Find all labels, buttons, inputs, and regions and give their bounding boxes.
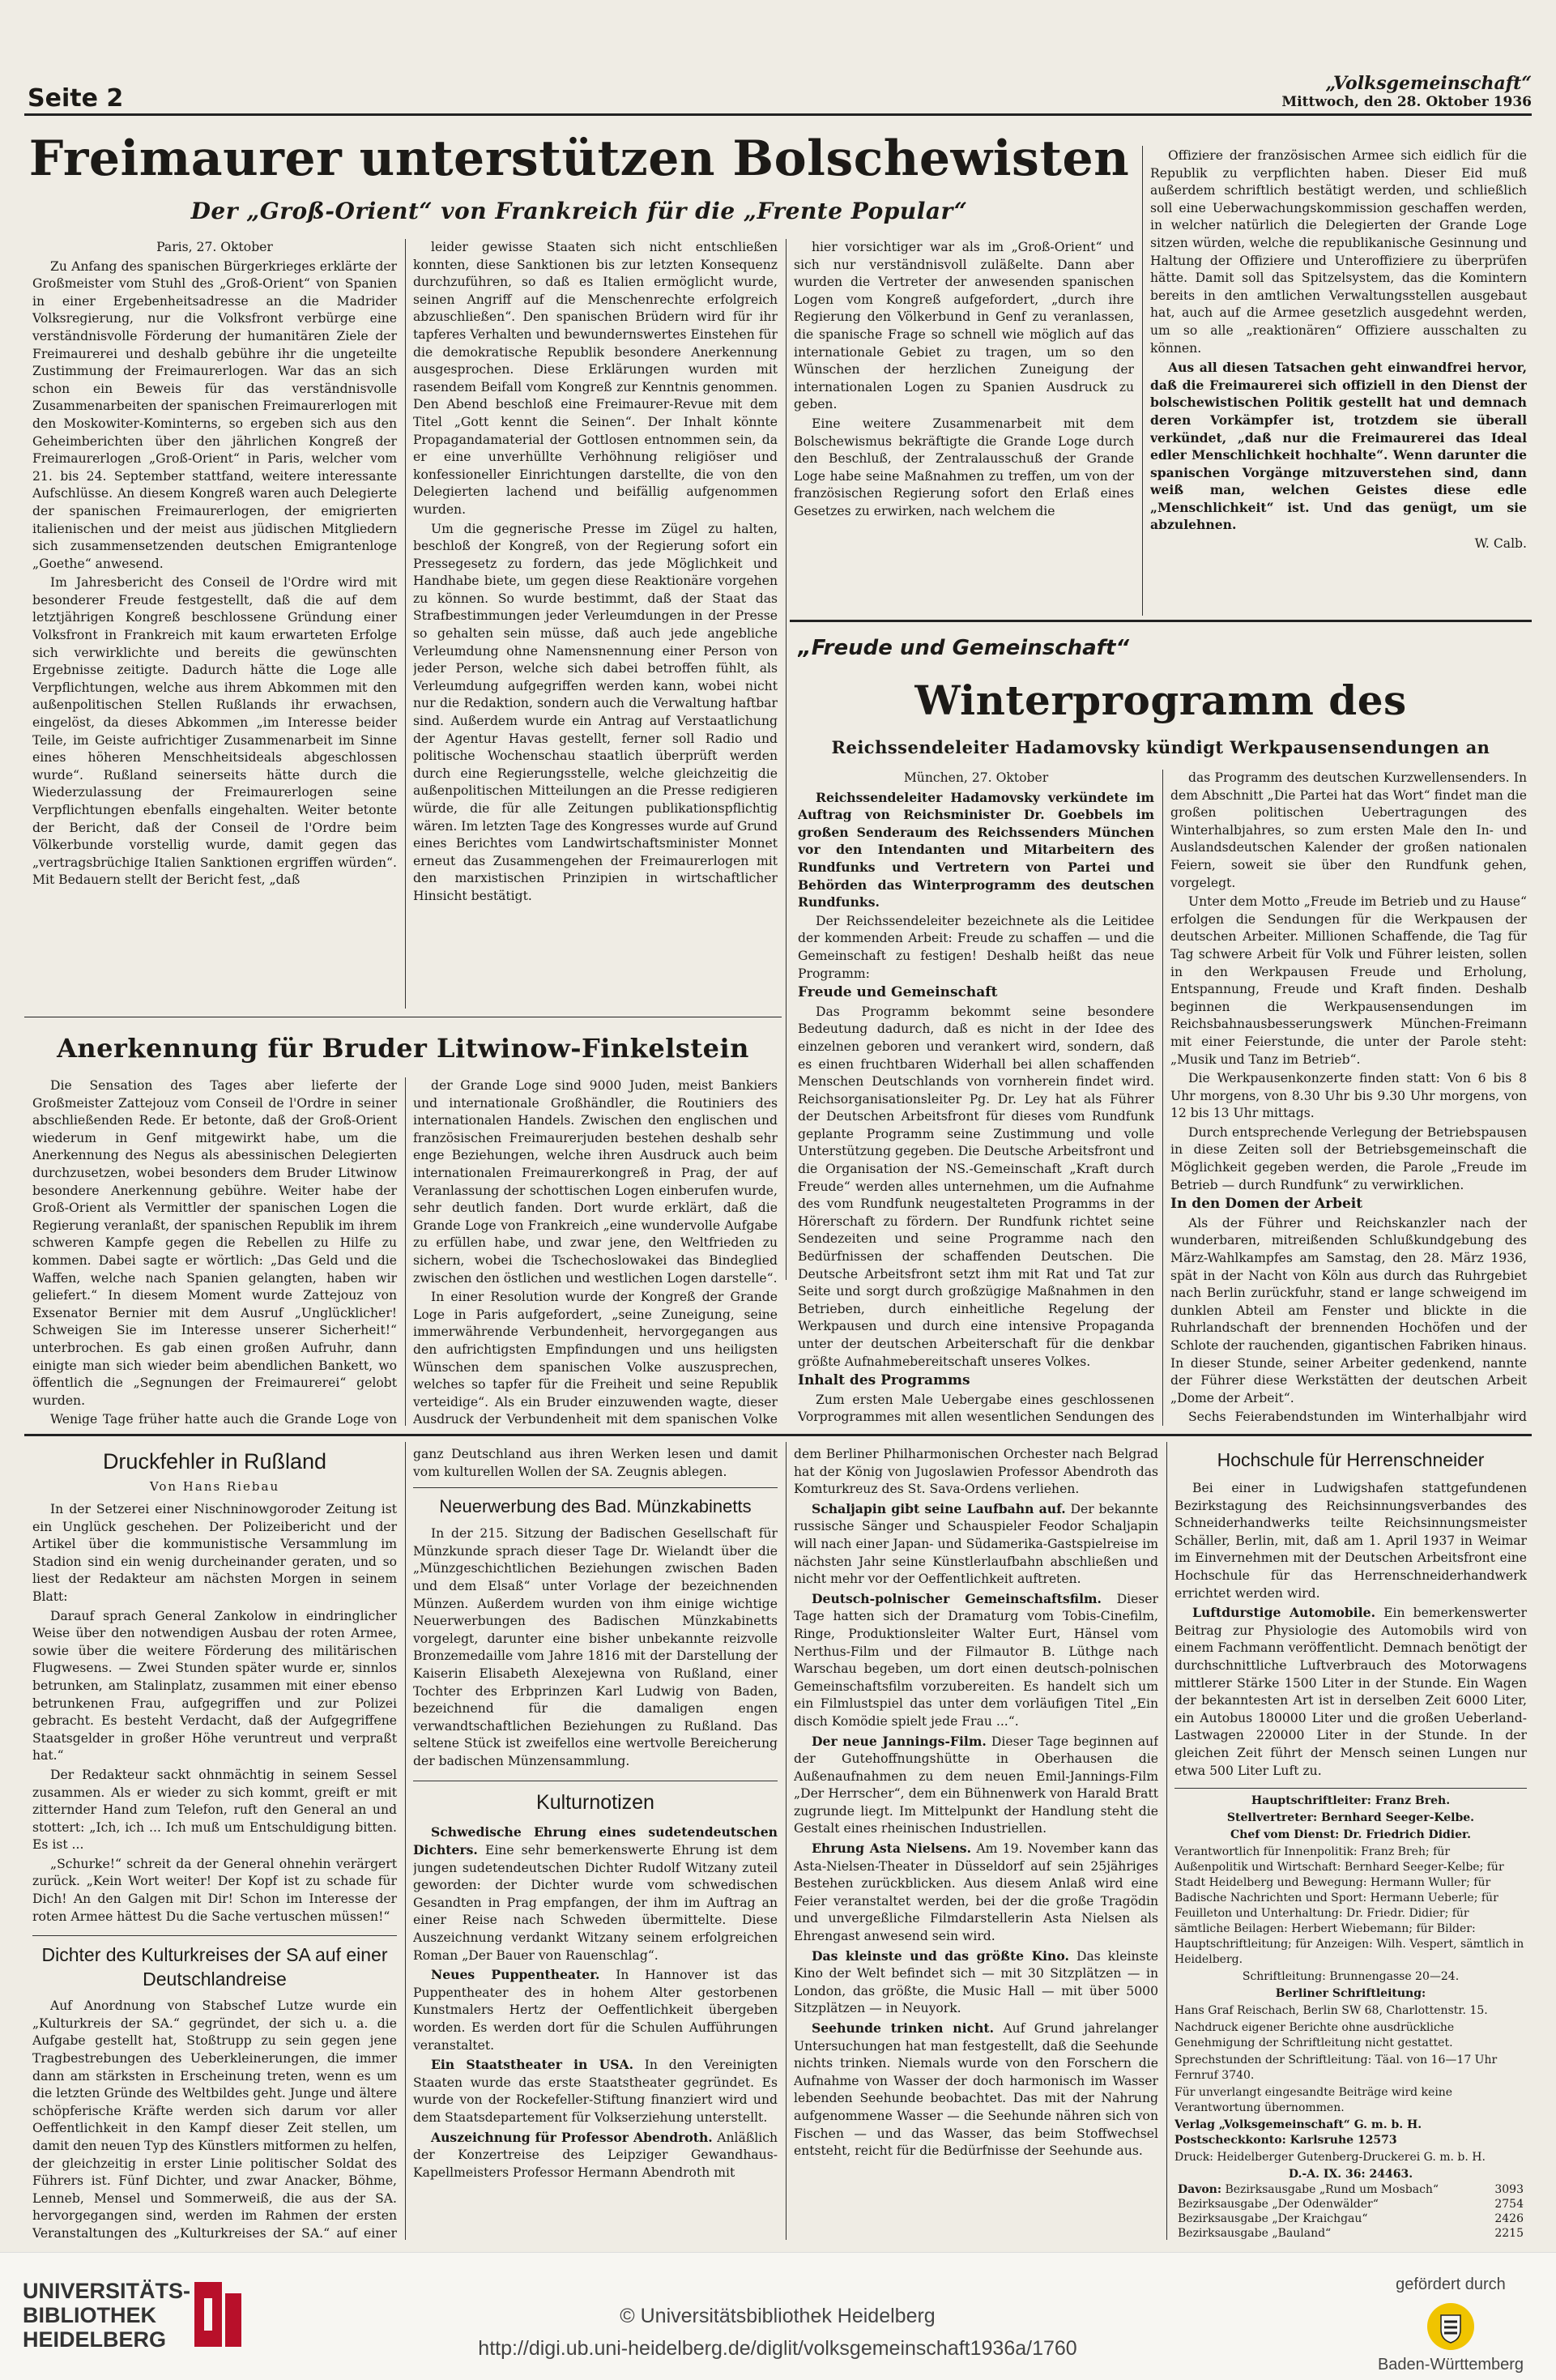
rundfunk-col2 <box>1170 770 1527 1426</box>
notiz-item <box>794 1590 1158 1731</box>
imprint-line: Berliner Schriftleitung: <box>1275 1987 1426 2001</box>
kulturnotiz-item <box>413 1966 778 2054</box>
header-rule <box>24 113 1532 116</box>
imprint-line: Hans Graf Reischach, Berlin SW 68, Charlottenstr. 15. <box>1174 2004 1488 2018</box>
paragraph: Im Jahresbericht des Conseil de l'Ordre wird mit besonderer Freude festgestellt, daß die auf dem letztjährigen Kongreß beschlossene Gründung einer Volksfront in Frankreich mit kaum erwarteten Erfolge sich verwirklichte und bereits die gewünschten Ergebnisse zeitigte. Dadurch hätte die Loge alle Verpflichtungen, welche aus ihrem Abkommen mit den außenpolitischen Stellen Rußlands ihr erwachsen, eingelöst, da dieses Abkommen „im Interesse beider Teile, im Geiste aufrichtiger Zusammenarbeit im Sinne eines höheren Menschheitsideals abgeschlossen wurde“. Rußland seinerseits hätte durch die Wiederzulassung der Freimaurerlogen seine Verpflichtungen ebenfalls eingehalten. Weiter betonte der Bericht, daß der Conseil de l'Ordre beim Völkerbunde vorstellig wurde, damit gegen das „vertragsbrüchige Italien Sanktionen ergriffen würden“. Mit Bedauern stellt der Bericht fest, „daß <box>32 575 397 888</box>
imprint-line: Sprechstunden der Schriftleitung: Täal. von 16—17 Uhr Fernruf 3740. <box>1174 2054 1498 2083</box>
paragraph: Unter dem Motto „Freude im Betrieb und zu Hause“ erfolgen die Sendungen für die Werkpausen der deutschen Arbeiter. Millionen Schaffende, die Tag für Tag schwere Arbeit für Volk und Führer leisten, sollen in den Werkpausen Freude und Erholung, Entspannung, Freude und Kraft finden. Deshalb beginnen die Werkpausensendungen im Reichsbahnausbesserungswerk München-Freimann mit einer Feierstunde, die unter der Parole steht: „Musik und Tanz im Betrieb“. <box>1170 894 1527 1067</box>
item-body: Ein bemerkenswerter Beitrag zur Physiologie des Automobils wird von einem Fachmann veröffentlicht. Demnach benötigt der durchschnittliche Luftverbrauch des Motorwagens mittlerer Stärke 1500 Liter in der Stunde. Ein Wagen der bekanntesten Art ist in derselben Zeit 6000 Liter, ein Autobus 180000 Liter und die großen Ueberland-Lastwagen 220000 Liter in der Stunde. In der gleichen Zeit führt der Mensch seinen Lungen nur etwa 500 Liter Luft zu. <box>1174 1606 1527 1778</box>
page-number: Seite 2 <box>28 84 124 113</box>
column-divider <box>1166 1442 1167 2240</box>
funded-by-label: gefördert durch <box>1396 2276 1506 2293</box>
feuilleton-col-a <box>32 1446 397 2240</box>
funder-name: Baden-Württemberg <box>1377 2356 1524 2374</box>
item-heading: Ein Staatstheater in USA. <box>431 2057 634 2073</box>
newspaper-page <box>24 73 1532 2244</box>
item-heading: Seehunde trinken nicht. <box>812 2020 995 2036</box>
notiz-item <box>794 1733 1158 1839</box>
paragraph: Durch entsprechende Verlegung der Betriebspausen in diese Zeiten soll der Betriebsgemeinschaft die Möglichkeit gegeben werden, die Parole „Freude im Betrieb — durch Rundfunk“ zu verwirklichen. <box>1170 1124 1527 1192</box>
item-body: Dieser Tage hatten sich der Dramaturg vom Tobis-Cinefilm, Ringe, Produktionsleiter Walter Eurt, Hänsel vom Nerthus-Film und der Filmautor B. Lüthge nach Warschau begeben, um dort einen deutsch-polnischen Gemeinschaftsfilm vorzubereiten. Es handelt sich um ein Filmlustspiel das unter dem vorläufigen Titel „Ein disch Komödie spielt jede Frau ...“. <box>794 1591 1158 1729</box>
state-coat-of-arms-icon <box>1426 2302 1475 2351</box>
subheading: Freude und Gemeinschaft <box>798 984 998 1001</box>
item-body: In den Vereinigten Staaten wurde das erste Staatstheater gegründet. Es wurde von der Rockefeller-Stiftung finanziert wird und dem Staatsdepartement für Volkserziehung unterstellt. <box>413 2058 778 2125</box>
paragraph: Auf Anordnung von Stabschef Lutze wurde ein „Kulturkreis der SA.“ gegründet, der sich u. a. die Aufgabe gestellt hat, Stoßtrupp zu sein gegen jene Tragbestrebungen des Ueberkleinerungen, die immer dann am stärksten in Erscheinung treten, wenn es um die letzten Gründe des Weltbildes geht. Junge und ältere schöpferische Kräfte werden sich darum vor aller Oeffentlichkeit in den Kampf dieser Zeit stellen, um damit den neuen Typ des Künstlers mitformen zu helfen, der gleichzeitig in erster Linie politischer Soldat des Führers ist. Fünf Dichter, und zwar Anacker, Böhme, Lenneb, Mensel und Sommerweiß, die aus der SA. hervorgegangen sind, werden im Rahmen der ersten Veranstaltungen des „Kulturkreises der SA.“ auf einer <box>32 1998 397 2240</box>
kulturnotiz-item <box>413 2056 778 2126</box>
imprint-line: Für unverlangt eingesandte Beiträge wird keine Verantwortung übernommen. <box>1174 2086 1453 2115</box>
imprint-chief: Hauptschriftleiter: Franz Breh. <box>1251 1794 1451 1808</box>
page-header <box>24 73 1532 113</box>
notiz-item <box>1174 1604 1527 1780</box>
main-headline: Freimaurer unterstützen Bolschewisten <box>28 130 1130 187</box>
paragraph: leider gewisse Staaten sich nicht entschließen konnten, diese Sanktionen bis zur letzten Konsequenz durchzuführen, so daß es Italien ermöglicht wurde, seinen Angriff auf die Menschenrechte erfolgreich abzuschließen“. Den spanischen Brüdern wird für ihr tapferes Verhalten und bewundernswertes Einstehen für die demokratische Republik besondere Anerkennung ausgesprochen. Diese Erklärungen wurden mit rasendem Beifall vom Kongreß zur Kenntnis genommen. Den Abend beschloß eine Freimaurer-Revue mit dem Titel „Gott kennt die Seinen“. Der Inhalt könnte Propagandamaterial der Gottlosen entnommen sein, da er eine unverhüllte Verhöhnung religiöser und konfessioneller Einrichtungen darstellte, die von den Delegierten lachend und beifällig aufgenommen wurden. <box>413 240 778 517</box>
imprint-deputy: Stellvertreter: Bernhard Seeger-Kelbe. <box>1226 1811 1475 1825</box>
dichter-headline: Dichter des Kulturkreises der SA auf einer Deutschlandreise <box>41 1944 388 1990</box>
imprint-line: Druck: Heidelberger Gutenberg-Druckerei G. m. b. H. <box>1174 2151 1486 2165</box>
paragraph: dem Berliner Philharmonischen Orchester nach Belgrad hat der König von Jugoslawien Professor Abendroth das Komturkreuz des St. Sava-Ordens verliehen. <box>794 1447 1158 1497</box>
paragraph: Wenige Tage früher hatte auch die Grande Loge von <box>50 1412 397 1426</box>
imprint-duty: Chef vom Dienst: Dr. Friedrich Didier. <box>1230 1828 1471 1842</box>
paragraph: Eine weitere Zusammenarbeit mit dem Bolschewismus bekräftigte die Grande Loge durch den Beschluß, der Zentralausschuß der Grande Loge habe seine Maßnahmen zu treffen, um von der französischen Regierung sofort den Erlaß eines Gesetzes zu erwirken, nach welchem die <box>794 416 1134 518</box>
edition-name: Bezirksausgabe „Bauland“ <box>1178 2227 1332 2240</box>
notiz-item <box>794 1500 1158 1589</box>
item-body: Auf Grund jahrelanger Untersuchungen hat man festgestellt, daß die Seehunde nichts trinken. Niemals wurde von den Forschern die Aufnahme von Wasser der doch harmonisch im Wasser lebenden Seehunde beobachtet. Das mit der Nahrung aufgenommene Wasser — die Seehunde nähren sich von Fischen — und das Wasser, das beim Stoffwechsel entsteht, reicht für die Bedürfnisse der Seehunde aus. <box>794 2021 1158 2159</box>
edition-name: Bezirksausgabe „Der Odenwälder“ <box>1178 2198 1379 2212</box>
subheading: Inhalt des Programms <box>798 1372 970 1389</box>
muenzkabinett-headline: Neuerwerbung des Bad. Münzkabinetts <box>439 1496 752 1517</box>
litwinow-headline: Anerkennung für Bruder Litwinow-Finkelstein <box>57 1033 749 1064</box>
item-body: Anläßlich der Konzertreise des Leipziger Gewandhaus-Kapellmeisters Professor Hermann Abendroth mit <box>413 2130 778 2180</box>
edition-row <box>1174 2197 1527 2212</box>
item-heading: Das kleinste und das größte Kino. <box>812 1947 1069 1964</box>
feuilleton-rule <box>24 1434 1532 1436</box>
imprint-line: Verlag „Volksgemeinschaft“ G. m. b. H. Postscheckkonto: Karlsruhe 12573 <box>1174 2118 1422 2148</box>
notiz-item <box>794 1840 1158 1946</box>
paper-name: „Volksgemeinschaft“ <box>1325 73 1532 94</box>
paragraph: das Programm des deutschen Kurzwellensenders. In dem Abschnitt „Die Partei hat das Wort“ findet man die großen politischen Uebertragungen des Winterhalbjahres, so zum ersten Male den In- und Auslandsdeutschen Kalender der großen nationalen Feiern, soweit sie über den Rundfunk gehen, vorgelegt. <box>1170 770 1527 890</box>
rundfunk-col1 <box>798 770 1154 1426</box>
main-subheadline: Der „Groß-Orient“ von Frankreich für die „Frente Popular“ <box>190 198 968 224</box>
paragraph: Der Reichssendeleiter bezeichnete als die Leitidee der kommenden Arbeit: Freude zu schaffen — und die Gemeinschaft zu festigen! Deshalb heißt das neue Programm: <box>798 913 1154 981</box>
library-mark-icon <box>194 2282 241 2347</box>
edition-label: Bezirksausgabe „Rund um Mosbach“ <box>1225 2183 1439 2197</box>
divider <box>32 1935 397 1936</box>
column-divider <box>405 239 406 1009</box>
paragraph: hier vorsichtiger war als im „Groß-Orient“ und sich nur verständnisvoll zuläßelte. Dann aber wurden die Vertreter der anwesenden spanischen Logen vom Kongreß aufgefordert, „durch ihre Regierung den Völkerbund in Genf zu veranlassen, die spanische Frage so schnell wie möglich auf das internationale Gebiet zu tragen, um so den Wünschen der herzlichen Zuneigung der internationalen Logen zu Spanien Ausdruck zu geben. <box>794 240 1134 412</box>
edition-name <box>1174 2182 1486 2197</box>
library-name <box>23 2279 190 2352</box>
paragraph: Zum ersten Male Uebergabe eines geschlossenen Vorprogrammes mit allen wesentlichen Sendungen des <box>798 1392 1154 1425</box>
imprint-line: Verantwortlich für Innenpolitik: Franz Breh; für Außenpolitik und Wirtschaft: Bernhard Seeger-Kelbe; für Stadt Heidelberg und Bewegung: Hermann Wuller; für Badische Nachrichten und Sport: Hermann Ueberle; für Feuilleton und Unterhaltung: Dr. Friedr. Didier; für sämtliche Beilagen: Herbert Wiebemann; für Bilder: Hauptschriftleitung; für Anzeigen: Wilh. Vespert, sämtlich in Heidelberg. <box>1174 1845 1524 1967</box>
copyright-block <box>470 2300 1085 2365</box>
paragraph: Das Programm bekommt seine besondere Bedeutung dadurch, daß es nicht in der Idee des einzelnen geboren und verankert wird, sondern, daß es einen fruchtbaren Widerhall bei allen schaffenden Menschen Deutschlands von vornherein findet wird. Reichsorganisationsleiter Pg. Dr. Ley hat als Führer der Deutschen Arbeitsfront für dieses vom Rundfunk geplante Programm seine Zustimmung und volle Unterstützung gegeben. Die Deutsche Arbeitsfront und die Organisation der NS.-Gemeinschaft „Kraft durch Freude“ werden alles unternehmen, um die Aufnahme des vom Rundfunk neugestalteten Programms in der Hörerschaft zu fördern. Der Rundfunk richtet seine Sendezeiten und seine Programme nach den Bedürfnissen der schaffenden Deutschen. Die Deutsche Arbeitsfront setzt ihm mit Rat und Tat zur Seite und sorgt durch großzügige Maßnahmen in den Betrieben, durch einheitliche Regelung der Werkpausen und durch eine intensive Propaganda unter der deutschen Arbeiterschaft für die denkbar größte Aufnahmebereitschaft unseres Volkes. <box>798 1004 1154 1369</box>
item-body: Der bekannte russische Sänger und Schauspieler Feodor Schaljapin will nach einer Japan- und Südamerika-Gastspielreise im nächsten Jahr seine Künstlerlaufbahn abschließen und nicht mehr vor der Oeffentlichkeit auftreten. <box>794 1501 1158 1587</box>
editions-table <box>1174 2182 1527 2240</box>
library-name-line: HEIDELBERG <box>23 2327 167 2352</box>
item-body: Eine sehr bemerkenswerte Ehrung ist dem jungen sudetendeutschen Dichter Rudolf Witzany zuteil geworden: der Dichter wurde vom schwedischen Gesandten in Prag empfangen, der ihm im Auftrag an einer Reise nach Schweden übermittelte. Diese Auszeichnung verdankt Witzany seinem erfolgreichen Roman „Der Bauer von Rauenschlag“. <box>413 1843 778 1963</box>
paragraph: Als der Führer und Reichskanzler nach der wunderbaren, mitreißenden Schlußkundgebung des März-Wahlkampfes am Samstag, den 28. März 1936, spät in der Nacht von Köln aus durch das Ruhrgebiet nach Berlin zurückfuhr, stand er lange schweigend im dunklen Abteil am Fenster und blickte in die Ruhrlandschaft der brennenden Hochöfen und der Schlote der rauchenden, gigantischen Fabriken hinaus. In dieser Stunde, seiner Arbeiter gedenkend, nannte der Führer diese Werkstätten der deutschen Arbeit „Dome der Arbeit“. <box>1170 1215 1527 1405</box>
imprint-line: Schriftleitung: Brunnengasse 20—24. <box>1242 1970 1460 1984</box>
edition-name: Bezirksausgabe „Der Kraichgau“ <box>1178 2212 1368 2226</box>
item-heading: Auszeichnung für Professor Abendroth. <box>431 2129 713 2145</box>
divider <box>413 1487 778 1488</box>
edition-row <box>1174 2226 1527 2240</box>
item-body: Das kleinste Kino der Welt befindet sich — mit 30 Sitzplätzen — in London, das größte, die Music Hall — mit über 5000 Sitzplätzen — in Neuyork. <box>794 1948 1158 2016</box>
column-divider <box>405 1077 406 1426</box>
copyright-text: © Universitätsbibliothek Heidelberg <box>620 2305 936 2327</box>
main-article-col4 <box>1150 147 1527 613</box>
item-body: Dieser Tage beginnen auf der Gutehoffnungshütte in Oberhausen die Außenaufnahmen zu dem neuen Emil-Jannings-Film „Der Herrscher“, dem ein Bühnenwerk von Harald Bratt zugrunde liegt. Im Mittelpunkt der Handlung steht die Gestalt eines rheinischen Industriellen. <box>794 1734 1158 1836</box>
imprint-box <box>1174 1794 1527 2240</box>
herrenschneider-headline: Hochschule für Herrenschneider <box>1217 1449 1485 1470</box>
litwinow-col1 <box>32 1077 397 1426</box>
column-divider <box>786 239 787 1280</box>
masthead-right <box>1281 73 1532 110</box>
dateline: München, 27. Oktober <box>903 770 1049 785</box>
paragraph: Die Sensation des Tages aber lieferte der Großmeister Zattejouz vom Conseil de l'Ordre in seiner abschließenden Rede. Er betonte, daß der Groß-Orient wiederum in Genf mitgewirkt habe, um die Anerkennung des Negus als abessinischen Delegierten durchzusetzen, wobei besonders dem Bruder Litwinow besondere Anerkennung gebühre. Weiter habe der Groß-Orient als Vermittler der spanischen Logen die Regierung veranlaßt, der spanischen Republik im ihrem schweren Kampfe gegen die Rebellen zu Hilfe zu kommen. Dabei sagte er wörtlich: „Das Geld und die Waffen, welche nach Spanien gelangten, haben wir geliefert.“ In diesem Moment wurde Zattejouz von Exsenator Bernier mit dem Ausruf „Unglücklicher! Schweigen Sie im Interesse unserer Sicherheit!“ unterbrochen. Es gab einen großen Aufruhr, dann einigte man sich wieder beim abendlichen Bankett, wo öffentlich die „Segnungen der Freimaurerei“ gelobt wurden. <box>32 1078 397 1408</box>
subheading: In den Domen der Arbeit <box>1170 1196 1363 1213</box>
paragraph: Darauf sprach General Zankolow in eindringlicher Weise über den notwendigen Ausbau der roten Armee, sowie über die weitere Förderung des militärischen Flugwesens. — Zwei Stunden später wurde er, sinnlos betrunken, am Stalinplatz, zusammen mit einer ebenso betrunkenen Frau, aufgegriffen und zur Polizei gebracht. Es besteht Verdacht, daß der Aufgegriffene Staatsgelder in großer Höhe veruntreut und verpraßt hat.“ <box>32 1608 397 1764</box>
item-heading: Luftdurstige Automobile. <box>1192 1605 1376 1621</box>
paragraph: ganz Deutschland aus ihren Werken lesen und damit vom kulturellen Wollen der SA. Zeugnis ablegen. <box>413 1447 778 1479</box>
item-heading: Der neue Jannings-Film. <box>812 1733 987 1749</box>
paragraph: Aus all diesen Tatsachen geht einwandfrei hervor, daß die Freimaurerei sich offiziell in den Dienst der bolschewistischen Politik gestellt hat und demnach deren Vorkämpfer ist, trotzdem sie überall verkündet, „daß nur die Freimaurerei das Ideal edler Menschlichkeit hochhalte“. Wenn darunter die spanischen Vorgänge mitzuverstehen sind, dann weiß man, welchen Geistes diese edle „Menschlichkeit“ ist. Und das genügt, um sie abzulehnen. <box>1150 360 1527 533</box>
section-rule <box>790 620 1532 622</box>
main-article-col2 <box>413 239 778 1009</box>
column-divider <box>405 1442 406 2240</box>
feuilleton-col-c <box>794 1446 1158 2240</box>
edition-value: 2215 <box>1494 2227 1524 2240</box>
paragraph: Die Werkpausenkonzerte finden statt: Von 6 bis 8 Uhr morgens, von 8.30 Uhr bis 9.30 Uhr morgens, von 12 bis 13 Uhr mittags. <box>1170 1071 1527 1121</box>
imprint-line: Nachdruck eigener Berichte ohne ausdrückliche Genehmigung der Schriftleitung nicht gestattet. <box>1174 2021 1455 2050</box>
library-logo[interactable] <box>23 2279 266 2352</box>
edition-value: 3093 <box>1494 2183 1524 2197</box>
column-divider <box>1162 770 1163 1426</box>
paragraph: „Schurke!“ schreit da der General ohnehin verärgert zurück. „Kein Wort weiter! Der Kopf ist zu schade für Dich! An den Galgen mit Dir! Schon im Interesse der roten Armee hättest Du die Sache vertuschen müssen!“ <box>32 1856 397 1924</box>
item-heading: Deutsch-polnischer Gemeinschaftsfilm. <box>812 1590 1102 1606</box>
paragraph: der Grande Loge sind 9000 Juden, meist Bankiers und internationale Großhändler, die Routiniers des internationalen Handels. Zwischen den englischen und französischen Freimaurerjuden bestehen deshalb sehr enge Beziehungen, welche ihren Ausdruck auch beim internationalen Freimaurerkongreß in Prag, der auf Veranlassung der schottischen Logen einberufen wurde, sehr deutlich fanden. Dort wurde erklärt, daß die Grande Loge von Frankreich „eine wundervolle Aufgabe zu erfüllen habe, und zwar jene, den Weltfrieden zu sichern, wobei die Tschechoslowakei das Bindeglied zwischen den östlichen und westlichen Logen darstelle“. <box>413 1078 778 1286</box>
digitization-footer <box>0 2252 1556 2380</box>
paragraph: Reichssendeleiter Hadamovsky verkündete im Auftrag von Reichsminister Dr. Goebbels im großen Senderaum des Reichssenders München vor den Intendanten und Mitarbeitern des Rundfunks und Vertretern von Partei und Behörden das Winterprogramm des deutschen Rundfunks. <box>798 789 1154 911</box>
kulturnotizen-title: Kulturnotizen <box>536 1790 654 1814</box>
notiz-item <box>794 2020 1158 2160</box>
feuilleton-col-b <box>413 1446 778 2240</box>
main-article-col1 <box>32 239 397 1009</box>
rundfunk-kicker: „Freude und Gemeinschaft“ <box>798 636 1130 660</box>
edition-value: 2754 <box>1494 2198 1524 2212</box>
divider <box>1174 1788 1527 1789</box>
paragraph: In der 215. Sitzung der Badischen Gesellschaft für Münzkunde sprach dieser Tage Dr. Wielandt über die „Münzgeschichtlichen Beziehungen zwischen Baden und dem Elsaß“ unter Vorlage der bezeichnenden Münzen. Außerdem wurden von ihm einige wichtige Neuerwerbungen des Badischen Münzkabinetts vorgelegt, darunter eine bisher unbekannte reizvolle Bronzemedaille vom Jahre 1816 mit der Darstellung der Kaiserin Elisabeth Alexejewna von Rußland, einer Tochter des Erbprinzen Karl Ludwig von Baden, bezeichnend für die damaligen engen verwandtschaftlichen Beziehungen zu Rußland. Das seltene Stück ist zweifellos eine wertvolle Bereicherung der badischen Münzensammlung. <box>413 1526 778 1768</box>
rundfunk-headline: Winterprogramm des <box>914 676 1407 724</box>
edition-row <box>1174 2212 1527 2226</box>
rundfunk-subheadline: Reichssendeleiter Hadamovsky kündigt Werkpausensendungen an <box>831 737 1490 757</box>
imprint-line: D.-A. IX. 36: 24463. <box>1288 2168 1413 2182</box>
funding-block <box>1370 2276 1532 2374</box>
author-signature: W. Calb. <box>1474 536 1527 552</box>
permalink[interactable]: http://digi.ub.uni-heidelberg.de/diglit/volksgemeinschaft1936a/1760 <box>478 2337 1077 2360</box>
kulturnotiz-item <box>413 2129 778 2182</box>
column-divider <box>786 1442 787 2240</box>
library-name-line: UNIVERSITÄTS- <box>23 2279 191 2303</box>
main-article-col3 <box>794 239 1134 620</box>
paragraph: Offiziere der französischen Armee sich eidlich für die Republik zu verpflichten haben. Dieser Eid muß außerdem schriftlich bestätigt werden, und schließlich soll eine Ueberwachungskommission geschaffen werden, in welcher natürlich die Delegierten der Grande Loge sitzen würden, welche die republikanische Gesinnung und Haltung der Offiziere und Unteroffiziere zu überprüfen hätte. Damit soll das Spitzelsystem, das die Komintern bereits in den amtlichen Verwaltungsstellen ausgebaut hat, auch auf die Armee gesetzlich ausgedehnt werden, um so alle „reaktionären“ Offiziere ausschalten zu können. <box>1150 148 1527 356</box>
issue-date: Mittwoch, den 28. Oktober 1936 <box>1281 94 1532 110</box>
item-heading: Schwedische Ehrung eines sudetendeutschen Dichters. <box>413 1823 778 1858</box>
druckfehler-headline: Druckfehler in Rußland <box>102 1449 327 1474</box>
paragraph: Der Redakteur sackt ohnmächtig in seinem Sessel zusammen. Als er wieder zu sich kommt, greift er mit zitternder Hand zum Telefon, ruft den General an und stottert: „Ich, ich ... Ich muß um Entschuldigung bitten. Es ist ... <box>32 1767 397 1853</box>
paragraph: Bei einer in Ludwigshafen stattgefundenen Bezirkstagung des Reichsinnungsverbandes des Schneiderhandwerks teilte Reichsinnungsmeister Schäller, Berlin, mit, daß am 1. April 1937 in Weimar im Einvernehmen mit der Deutschen Arbeitsfront eine Hochschule für das Herrenschneiderhandwerk errichtet werden wird. <box>1174 1481 1527 1601</box>
paragraph: Um die gegnerische Presse im Zügel zu halten, beschloß der Kongreß, von der Regierung sofort ein Pressegesetz zu fordern, das jede Möglichkeit und Handhabe biete, um gegen diese Reaktionäre vorgehen zu können. So wurde bestimmt, daß der Staat das Strafbestimmungen jeder Verleumdungen in der Presse so gehalten sein müsse, daß auch jede angebliche Verleumdung ohne Namensnennung einer Person von jeder Person, welche sich dabei betroffen fühlt, als Verleumdung aufgegriffen werden kann, wobei nicht nur die Redaktion, sondern auch die Verwaltung haftbar sind. Außerdem wurde ein Antrag auf Verstaatlichung der Agentur Havas gestellt, ferner soll Radio und politische Wochenschau staatlich überprüft werden durch eine Regierungsstelle, welche gleichzeitig die außenpolitischen Mitteilungen an die Presse redigieren würde, die für alle Zeitungen publikationspflichtig wären. Im letzten Tage des Kongresses wurde auf Grund eines Berichtes vom Landwirtschaftsminister Monnet erneut das Zusammengehen der Freimaurerlogen mit den marxistischen Prinzipien in wirtschaftlicher Hinsicht bestätigt. <box>413 521 778 903</box>
edition-row <box>1174 2182 1527 2197</box>
paragraph: In der Setzerei einer Nischninowgoroder Zeitung ist ein Unglück geschehen. Der Polizeibericht und der Artikel über die kommunistische Versammlung im Stadion sind ein wenig durcheinander geraten, und so liest der Redakteur am nächsten Morgen in seinem Blatt: <box>32 1502 397 1604</box>
paragraph: Zu Anfang des spanischen Bürgerkrieges erklärte der Großmeister vom Stuhl des „Groß-Orient“ von Spanien in einer Ergebenheitsadresse an die Madrider Volksregierung, nur die Volksfront verbürge eine verständnisvolle Förderung der humanitären Ziele der Freimaurerei und deshalb gebühre ihr die ungeteilte Zustimmung der Freimaurerlogen. War das an sich schon ein Beweis für das verständnisvolle Zusammenarbeiten der spanischen Freimaurerlogen mit den Moskowiter-Kominterns, so ergeben sich aus den Geheimberichten über den jährlichen Kongreß der Freimaurerlogen „Groß-Orient“ in Paris, welcher vom 21. bis 24. September stattfand, weitere interessante Aufschlüsse. An diesem Kongreß waren auch Delegierte der spanischen Freimaurerlogen, der emigrierten italienischen und der meist aus jüdischen Mitgliedern sich zusammensetzenden deutschen Emigrantenloge „Goethe“ anwesend. <box>32 258 397 571</box>
feuilleton-col-d <box>1174 1446 1527 2240</box>
litwinow-col2 <box>413 1077 778 1426</box>
item-body: In Hannover ist das Puppentheater des in hohem Alter gestorbenen Kunstmalers Hertz der Oeffentlichkeit übergeben worden. Es werden dort für die Schulen Aufführungen veranstaltet. <box>413 1968 778 2053</box>
item-heading: Neues Puppentheater. <box>431 1967 600 1983</box>
dateline: Paris, 27. Oktober <box>156 240 273 254</box>
edition-value: 2426 <box>1494 2212 1524 2226</box>
editions-label: Davon: <box>1178 2183 1222 2197</box>
paragraph: Sechs Feierabendstunden im Winterhalbjahr wird <box>1188 1410 1527 1425</box>
library-name-line: BIBLIOTHEK <box>23 2303 156 2327</box>
notiz-item <box>794 1947 1158 2018</box>
item-body: Am 19. November kann das Asta-Nielsen-Theater in Düsseldorf auf sein 25jähriges Bestehen zurückblicken. Aus diesem Anlaß wird eine Feier veranstaltet werden, bei der die große Tragödin und unvergeßliche Filmdarstellerin Asta Nielsen als Ehrengast anwesend sein wird. <box>794 1841 1158 1944</box>
item-heading: Ehrung Asta Nielsens. <box>812 1840 972 1857</box>
column-divider <box>1142 146 1143 616</box>
druckfehler-byline: Von Hans Riebau <box>149 1479 280 1494</box>
paragraph: In einer Resolution wurde der Kongreß der Grande Loge in Paris aufgefordert, „seine Zuneigung, seine immerwährende Verbundenheit, hervorgegangen aus den aufrichtigsten Empfindungen und uns heiligsten Wünschen dem spanischen Volke auszusprechen, welches so tapfer für die Freiheit und seine Republik verteidige“. Als ein Bruder einzuwenden wagte, dieser Ausdruck der Verbundenheit mit dem spanischen Volke <box>413 1290 778 1426</box>
kulturnotiz-item <box>413 1823 778 1965</box>
item-heading: Schaljapin gibt seine Laufbahn auf. <box>812 1500 1066 1516</box>
